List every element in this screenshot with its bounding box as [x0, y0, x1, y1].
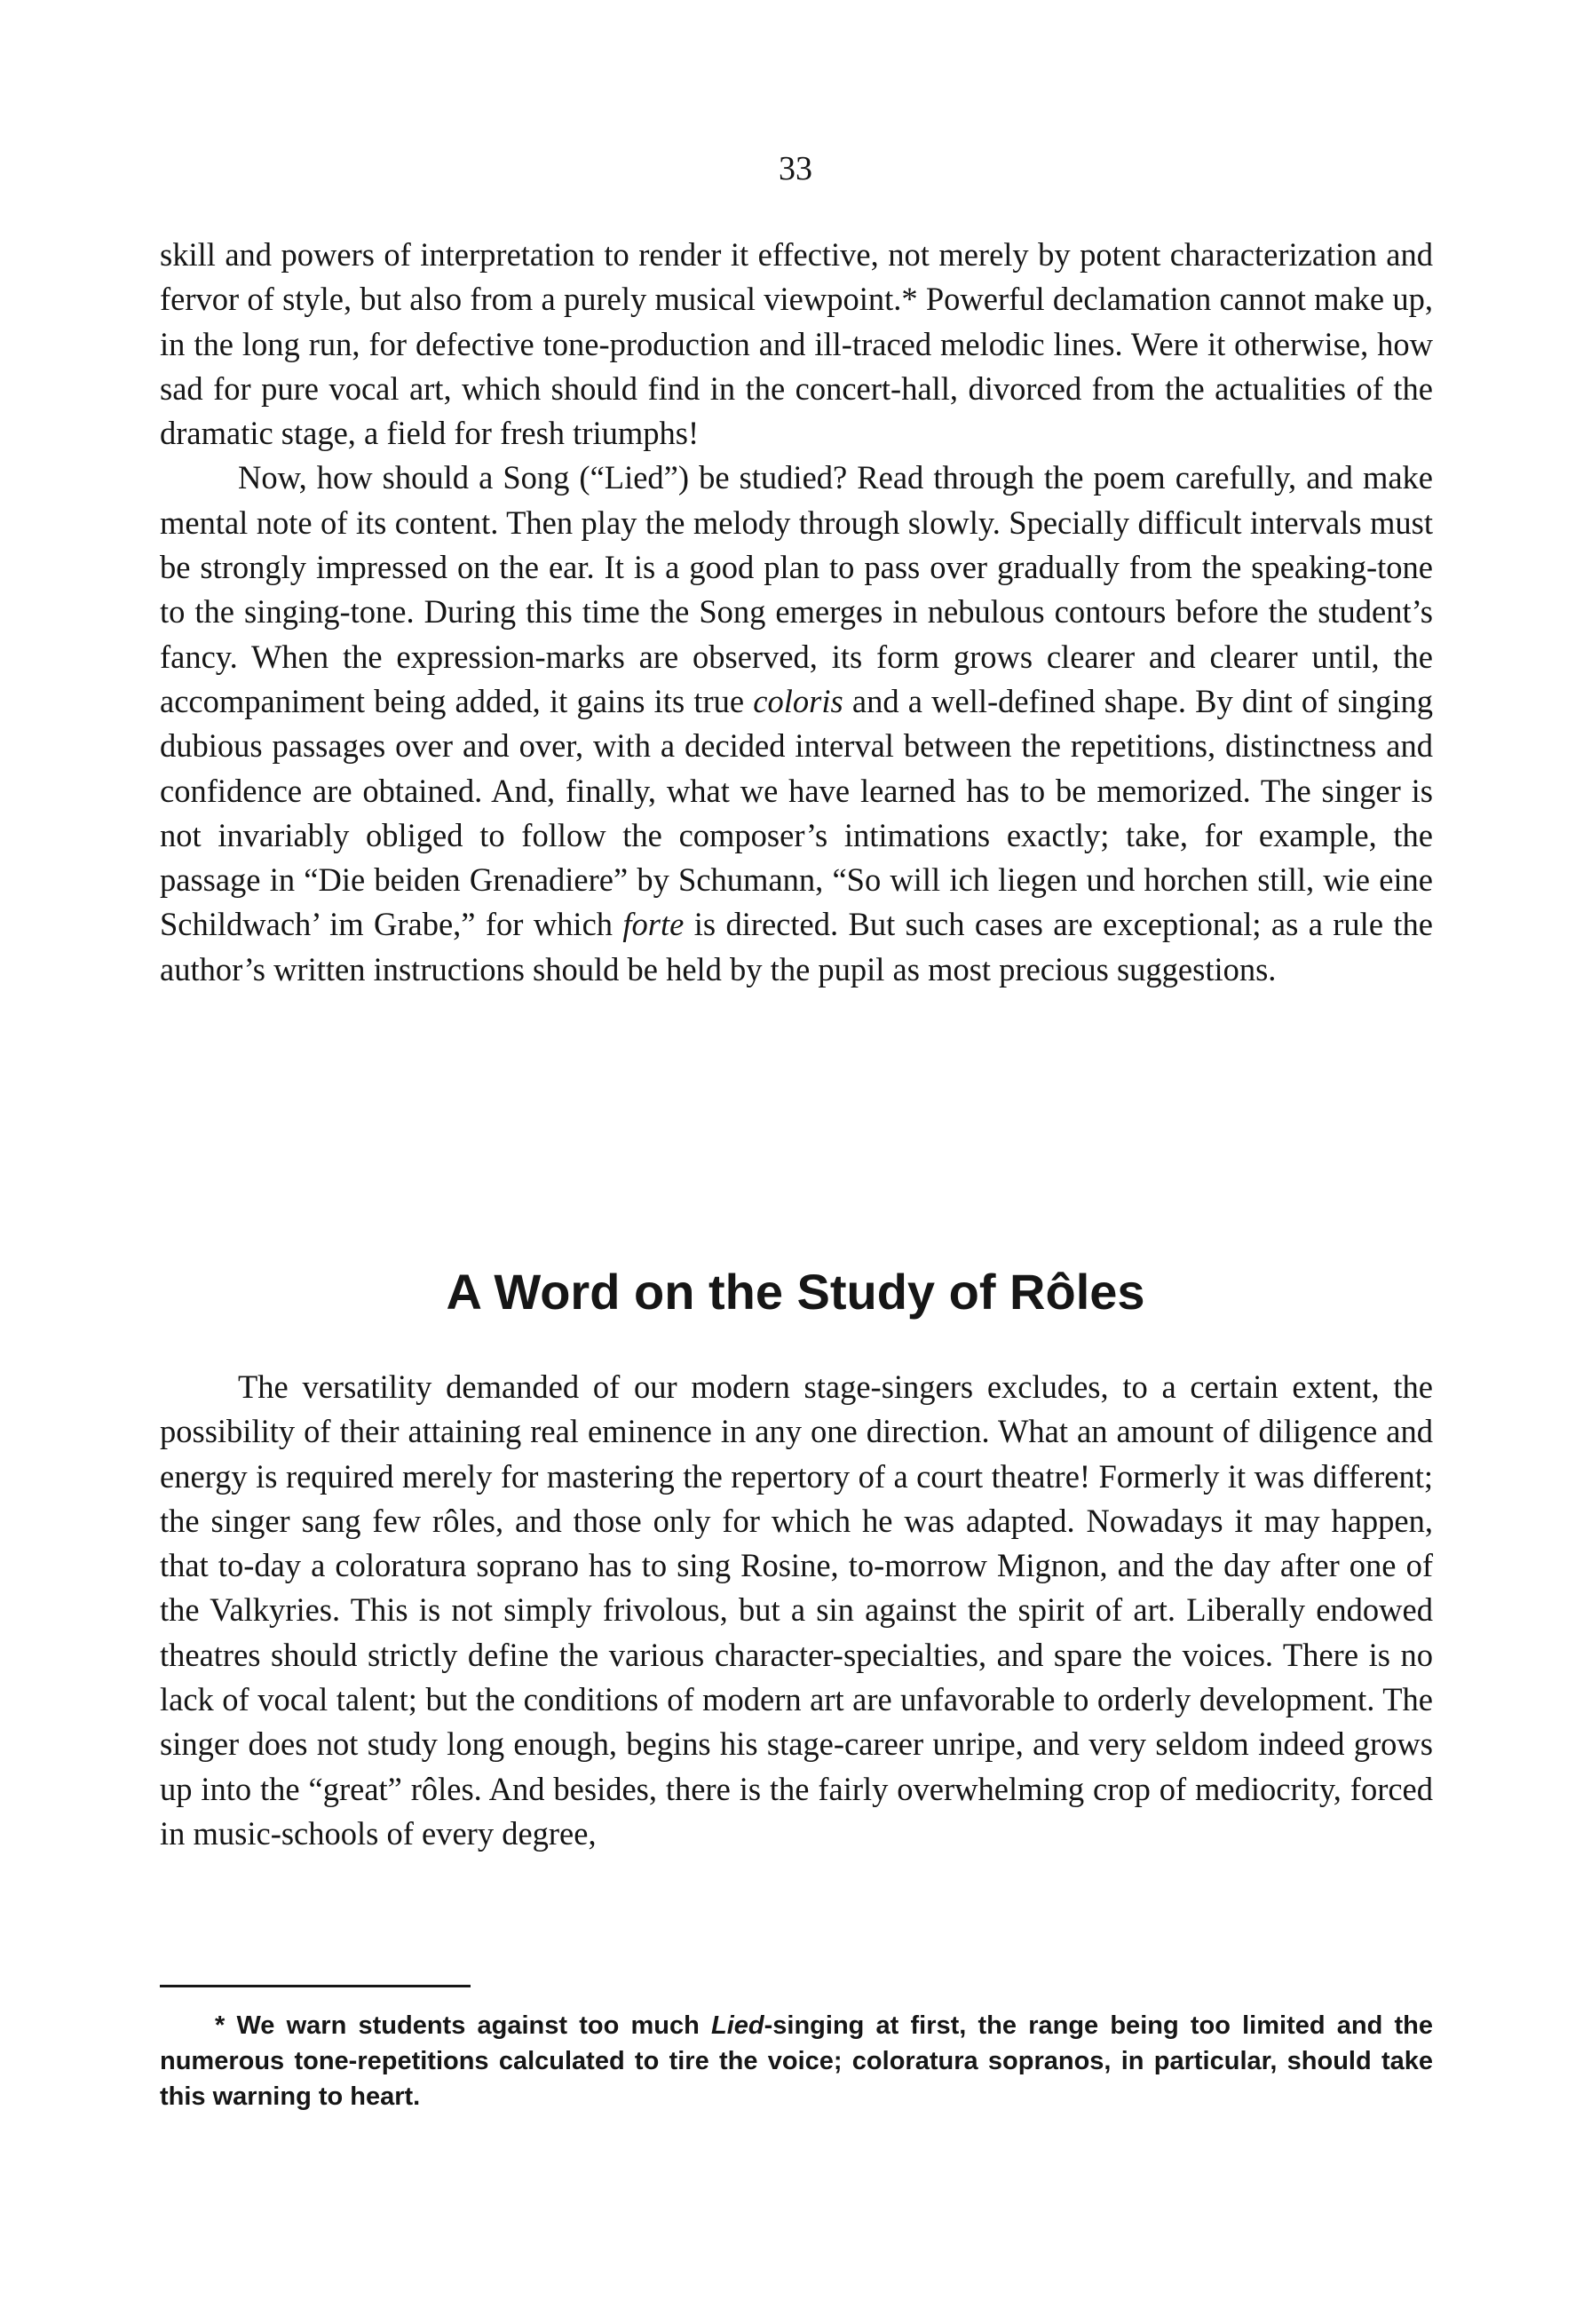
song-paragraph-part-3: is directed. But such cases are exceptional; as a rule the author’s written instructions should be held by the pupil as most precious suggestions. — [160, 906, 1433, 988]
roles-paragraph: The versatility demanded of our modern stage-singers excludes, to a certain extent, the possibility of their attaining real eminence in any one direction. What an amount of diligence and energy is required merely for mastering the repertory of a court theatre! Formerly it was different; the singer sang few rôles, and those only for which he was adapted. Nowadays it may happen, that to-day a coloratura soprano has to sing Rosine, to-morrow Mignon, and the day after one of the Valkyries. This is not simply frivolous, but a sin against the spirit of art. Liberally endowed theatres should strictly define the various character-specialties, and spare the voices. There is no lack of vocal talent; but the conditions of modern art are unfavorable to orderly development. The singer does not study long enough, begins his stage-career unripe, and very seldom indeed grows up into the “great” rôles. And besides, there is the fairly overwhelming crop of mediocrity, forced in music-schools of every degree, — [160, 1368, 1433, 1852]
continuation-paragraph: skill and powers of interpretation to render it effective, not merely by potent characterization and fervor of style, but also from a purely musical viewpoint.* Powerful declamation cannot make up, in the long run, for defective tone-production and ill-traced melodic lines. Were it otherwise, how sad for pure vocal art, which should find in the concert-hall, divorced from the actualities of the dramatic stage, a field for fresh triumphs! — [160, 236, 1433, 452]
italic-coloris: coloris — [753, 682, 843, 719]
footnote-italic-lied: Lied — [710, 2011, 764, 2040]
song-paragraph-part-2: and a well-defined shape. By dint of singing dubious passages over and over, with a decided interval between the repetitions, distinctness and confidence are obtained. And, finally, what we have learned has to be memorized. The singer is not invariably obliged to follow the composer’s intimations exactly; take, for example, the passage in “Die beiden Grenadiere” by Schumann, “So will ich liegen und horchen still, wie eine Schildwach’ im Grabe,” for which — [160, 682, 1433, 943]
footnote-divider — [160, 1985, 471, 1987]
italic-forte: forte — [622, 906, 685, 943]
section-heading: A Word on the Study of Rôles — [446, 1264, 1145, 1320]
footnote-rest: -singing at first, the range being too limited and the numerous tone-repetitions calculated to tire the voice; coloratura sopranos, in particular, should take this warning to heart. — [160, 2011, 1433, 2111]
footnote — [160, 2008, 1433, 2114]
song-study-paragraph — [160, 456, 1433, 992]
song-paragraph-part-1: Now, how should a Song (“Lied”) be studied? Read through the poem carefully, and make mental note of its content. Then play the melody through slowly. Specially difficult intervals must be strongly impressed on the ear. It is a good plan to pass over gradually from the speaking-tone to the singing-tone. During this time the Song emerges in nebulous contours before the student’s fancy. When the expression-marks are observed, its form grows clearer and clearer until, the accompaniment being added, it gains its true — [160, 459, 1433, 719]
roles-text-block — [160, 1365, 1433, 1856]
page-number: 33 — [779, 150, 812, 187]
main-text-block — [160, 233, 1433, 992]
footnote-lead: * We warn students against too much — [215, 2011, 711, 2040]
